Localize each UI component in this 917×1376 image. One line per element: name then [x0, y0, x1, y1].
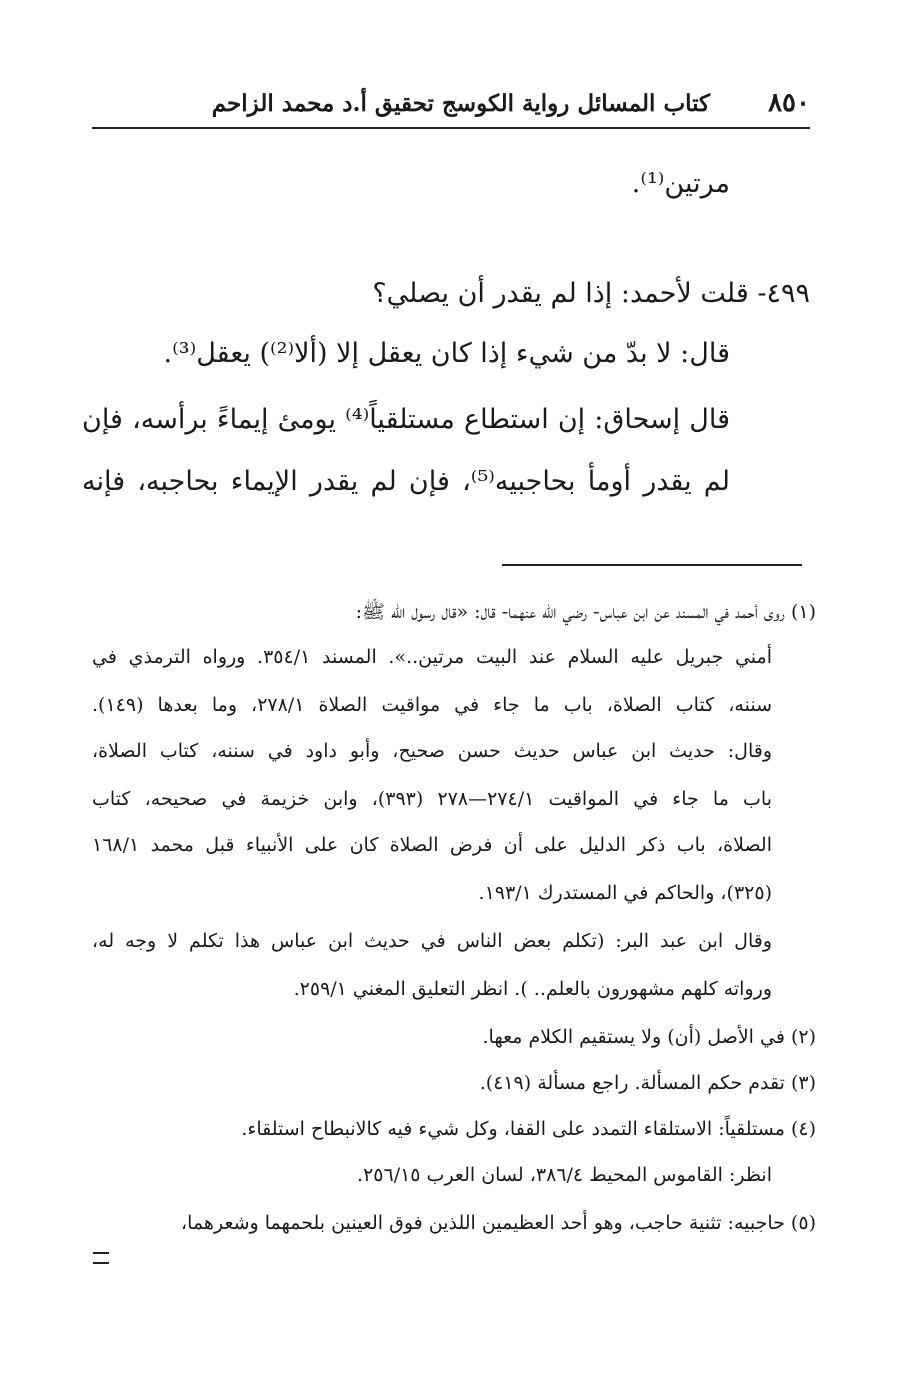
footnote-line: باب ما جاء في المواقيت ٢٧٤/١—٢٧٨ (٣٩٣)، وابن خزيمة في صحيحه، كتاب: [92, 788, 772, 810]
footnote-line: (٤) مستلقياً: الاستلقاء التمدد على القفا، وكل شيء فيه كالانبطاح استلقاء.: [241, 1118, 816, 1140]
running-title: كتاب المسائل رواية الكوسج تحقيق أ.د محمد الزاحم: [211, 90, 710, 117]
footnote-line: (٢) في الأصل (أن) ولا يستقيم الكلام معها.: [482, 1026, 816, 1048]
footnote-line: (٣٢٥)، والحاكم في المستدرك ١٩٣/١.: [478, 882, 772, 904]
footnote-line: (٥) حاجبيه: تثنية حاجب، وهو أحد العظيمين اللذين فوق العينين بلحمهما وشعرهما،: [181, 1212, 816, 1234]
footnote-line: (٣) تقدم حكم المسألة. راجع مسألة (٤١٩).: [479, 1072, 816, 1094]
footnote-line: سننه، كتاب الصلاة، باب ما جاء في مواقيت الصلاة ٢٧٨/١، وما بعدها (١٤٩).: [92, 694, 772, 716]
main-line: لم يقدر أومأ بحاجبيه⁽⁵⁾، فإن لم يقدر الإيماء بحاجبه، فإنه: [82, 466, 730, 497]
footnote-line: (١) روى أحمد في المسند عن ابن عباس- رضي الله عنهما- قال: «قال رسول الله ﷺ:: [355, 601, 816, 623]
footnote-line: ورواته كلهم مشهورون بالعلم.. ). انظر التعليق المغني ٢٥٩/١.: [293, 978, 772, 1000]
main-line: قال إسحاق: إن استطاع مستلقياً⁽⁴⁾ يومئ إيماءً برأسه، فإن: [82, 404, 730, 435]
footnote-line: وقال ابن عبد البر: (تكلم بعض الناس في حديث ابن عباس هذا تكلم لا وجه له،: [92, 930, 772, 952]
main-line: مرتين⁽¹⁾.: [631, 168, 730, 199]
header-rule: [92, 127, 810, 129]
question-499: ٤٩٩- قلت لأحمد: إذا لم يقدر أن يصلي؟: [372, 278, 810, 309]
footnote-line: انظر: القاموس المحيط ٣٨٦/٤، لسان العرب ٢٥٦/١٥.: [357, 1164, 772, 1186]
main-line: قال: لا بدّ من شيء إذا كان يعقل إلا (ألا⁽²⁾) يعقل⁽³⁾.: [163, 338, 730, 369]
page-number: ٨٥٠: [768, 88, 810, 118]
footnote-line: أمني جبريل عليه السلام عند البيت مرتين..». المسند ٣٥٤/١. ورواه الترمذي في: [92, 646, 772, 668]
page-header: [92, 88, 810, 128]
continuation-mark: [93, 1252, 109, 1264]
footnote-separator: [502, 564, 802, 566]
footnote-line: الصلاة، باب ذكر الدليل على أن فرض الصلاة كان على الأنبياء قبل محمد ١٦٨/١: [92, 834, 772, 856]
footnote-line: وقال: حديث ابن عباس حديث حسن صحيح، وأبو داود في سننه، كتاب الصلاة،: [92, 740, 772, 762]
